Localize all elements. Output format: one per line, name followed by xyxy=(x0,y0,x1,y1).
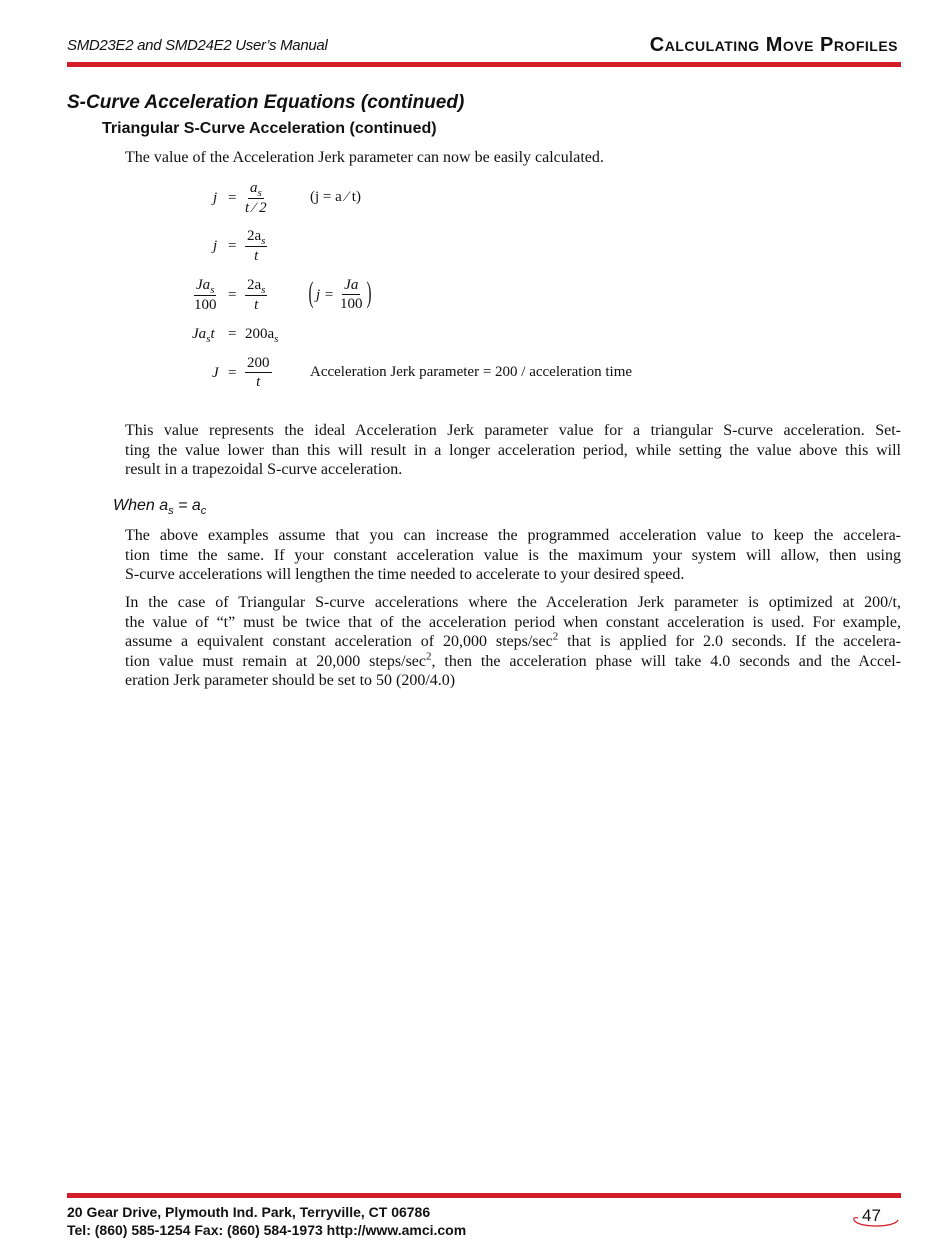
left-paren: ( xyxy=(308,276,314,309)
eq2-fraction: $\frac{2a_s}{t}$ xyxy=(247,228,266,264)
footer-rule xyxy=(67,1193,901,1198)
footer-address: 20 Gear Drive, Plymouth Ind. Park, Terryville, CT 06786 xyxy=(67,1204,431,1220)
when-heading: When $a_s = a_c$ xyxy=(113,497,207,518)
paragraph-1: This value represents the ideal Acceleration Jerk parameter value for a triangular S-curve acceleration. Set- ting the value lower than this will result in a longer acceleration period, while setting the value above this will result in a trapezoidal S-curve acceleration. xyxy=(125,422,901,478)
eq3-note-fraction: $\frac{Ja}{100}$ xyxy=(340,277,363,312)
eq5-equals: = xyxy=(228,365,237,381)
eq2-lhs: j xyxy=(213,238,218,254)
intro-paragraph: The value of the Acceleration Jerk parameter can now be easily calculated. xyxy=(125,149,604,166)
eq5-note: Acceleration Jerk parameter = 200 / acceleration time xyxy=(310,364,633,380)
footer-contact: Tel: (860) 585-1254 Fax: (860) 584-1973 http://www.amci.com xyxy=(67,1222,467,1238)
page-number: 47 xyxy=(862,1206,881,1225)
equation-2 xyxy=(190,228,280,266)
header-rule xyxy=(67,62,901,67)
manual-title: SMD23E2 and SMD24E2 User’s Manual xyxy=(67,37,328,54)
section-heading: S-Curve Acceleration Equations (continued) xyxy=(67,92,465,113)
equation-3 xyxy=(190,277,280,315)
equation-5 xyxy=(190,355,280,393)
eq3-fraction: $\frac{2a_s}{t}$ xyxy=(247,277,266,313)
eq5-lhs: J xyxy=(212,365,219,381)
eq3-lhs-fraction: $Ja_s$ 100 xyxy=(194,277,217,313)
chapter-title: Calculating Move Profiles xyxy=(649,34,898,56)
eq1-lhs: j xyxy=(213,190,218,206)
right-paren: ) xyxy=(366,276,372,309)
eq1-fraction: $\frac{a_s}{t ⁄ 2}$ xyxy=(245,180,267,216)
subsection-heading: Triangular S-Curve Acceleration (continued) xyxy=(102,120,437,137)
eq3-equals: = xyxy=(228,287,237,303)
paragraph-3: In the case of Triangular S-curve accelerations where the Acceleration Jerk parameter is optimized at 200/t, the value of “t” must be twice that of the acceleration period when constant acceleration is used. For example, assume a equivalent constant acceleration of 20,000 steps/$\sec^2$ that is applied for 2.0 seconds. If the accelera- tion value must remain at 20,000 steps/$\sec^2$, then the acceleration phase will take 4.0 seconds and the Accel- eration Jerk parameter should be set to 50 (200/4.0) xyxy=(125,594,902,689)
eq4-equals: = xyxy=(228,326,237,342)
eq5-fraction: $\frac{200}{t}$ xyxy=(247,355,270,390)
equation-4: $Ja_st$ = $200a_s$ xyxy=(192,326,279,345)
equation-1 xyxy=(190,180,280,218)
eq1-equals: = xyxy=(228,190,237,206)
paragraph-2: The above examples assume that you can increase the programmed acceleration value to keep the accelera- tion time the same. If your constant acceleration value is the maximum your system will allow, then using S-curve accelerations will lengthen the time needed to accelerate to your desired speed. xyxy=(125,527,901,583)
eq2-equals: = xyxy=(228,238,237,254)
eq1-note: (j = a ⁄ t) xyxy=(310,189,361,205)
